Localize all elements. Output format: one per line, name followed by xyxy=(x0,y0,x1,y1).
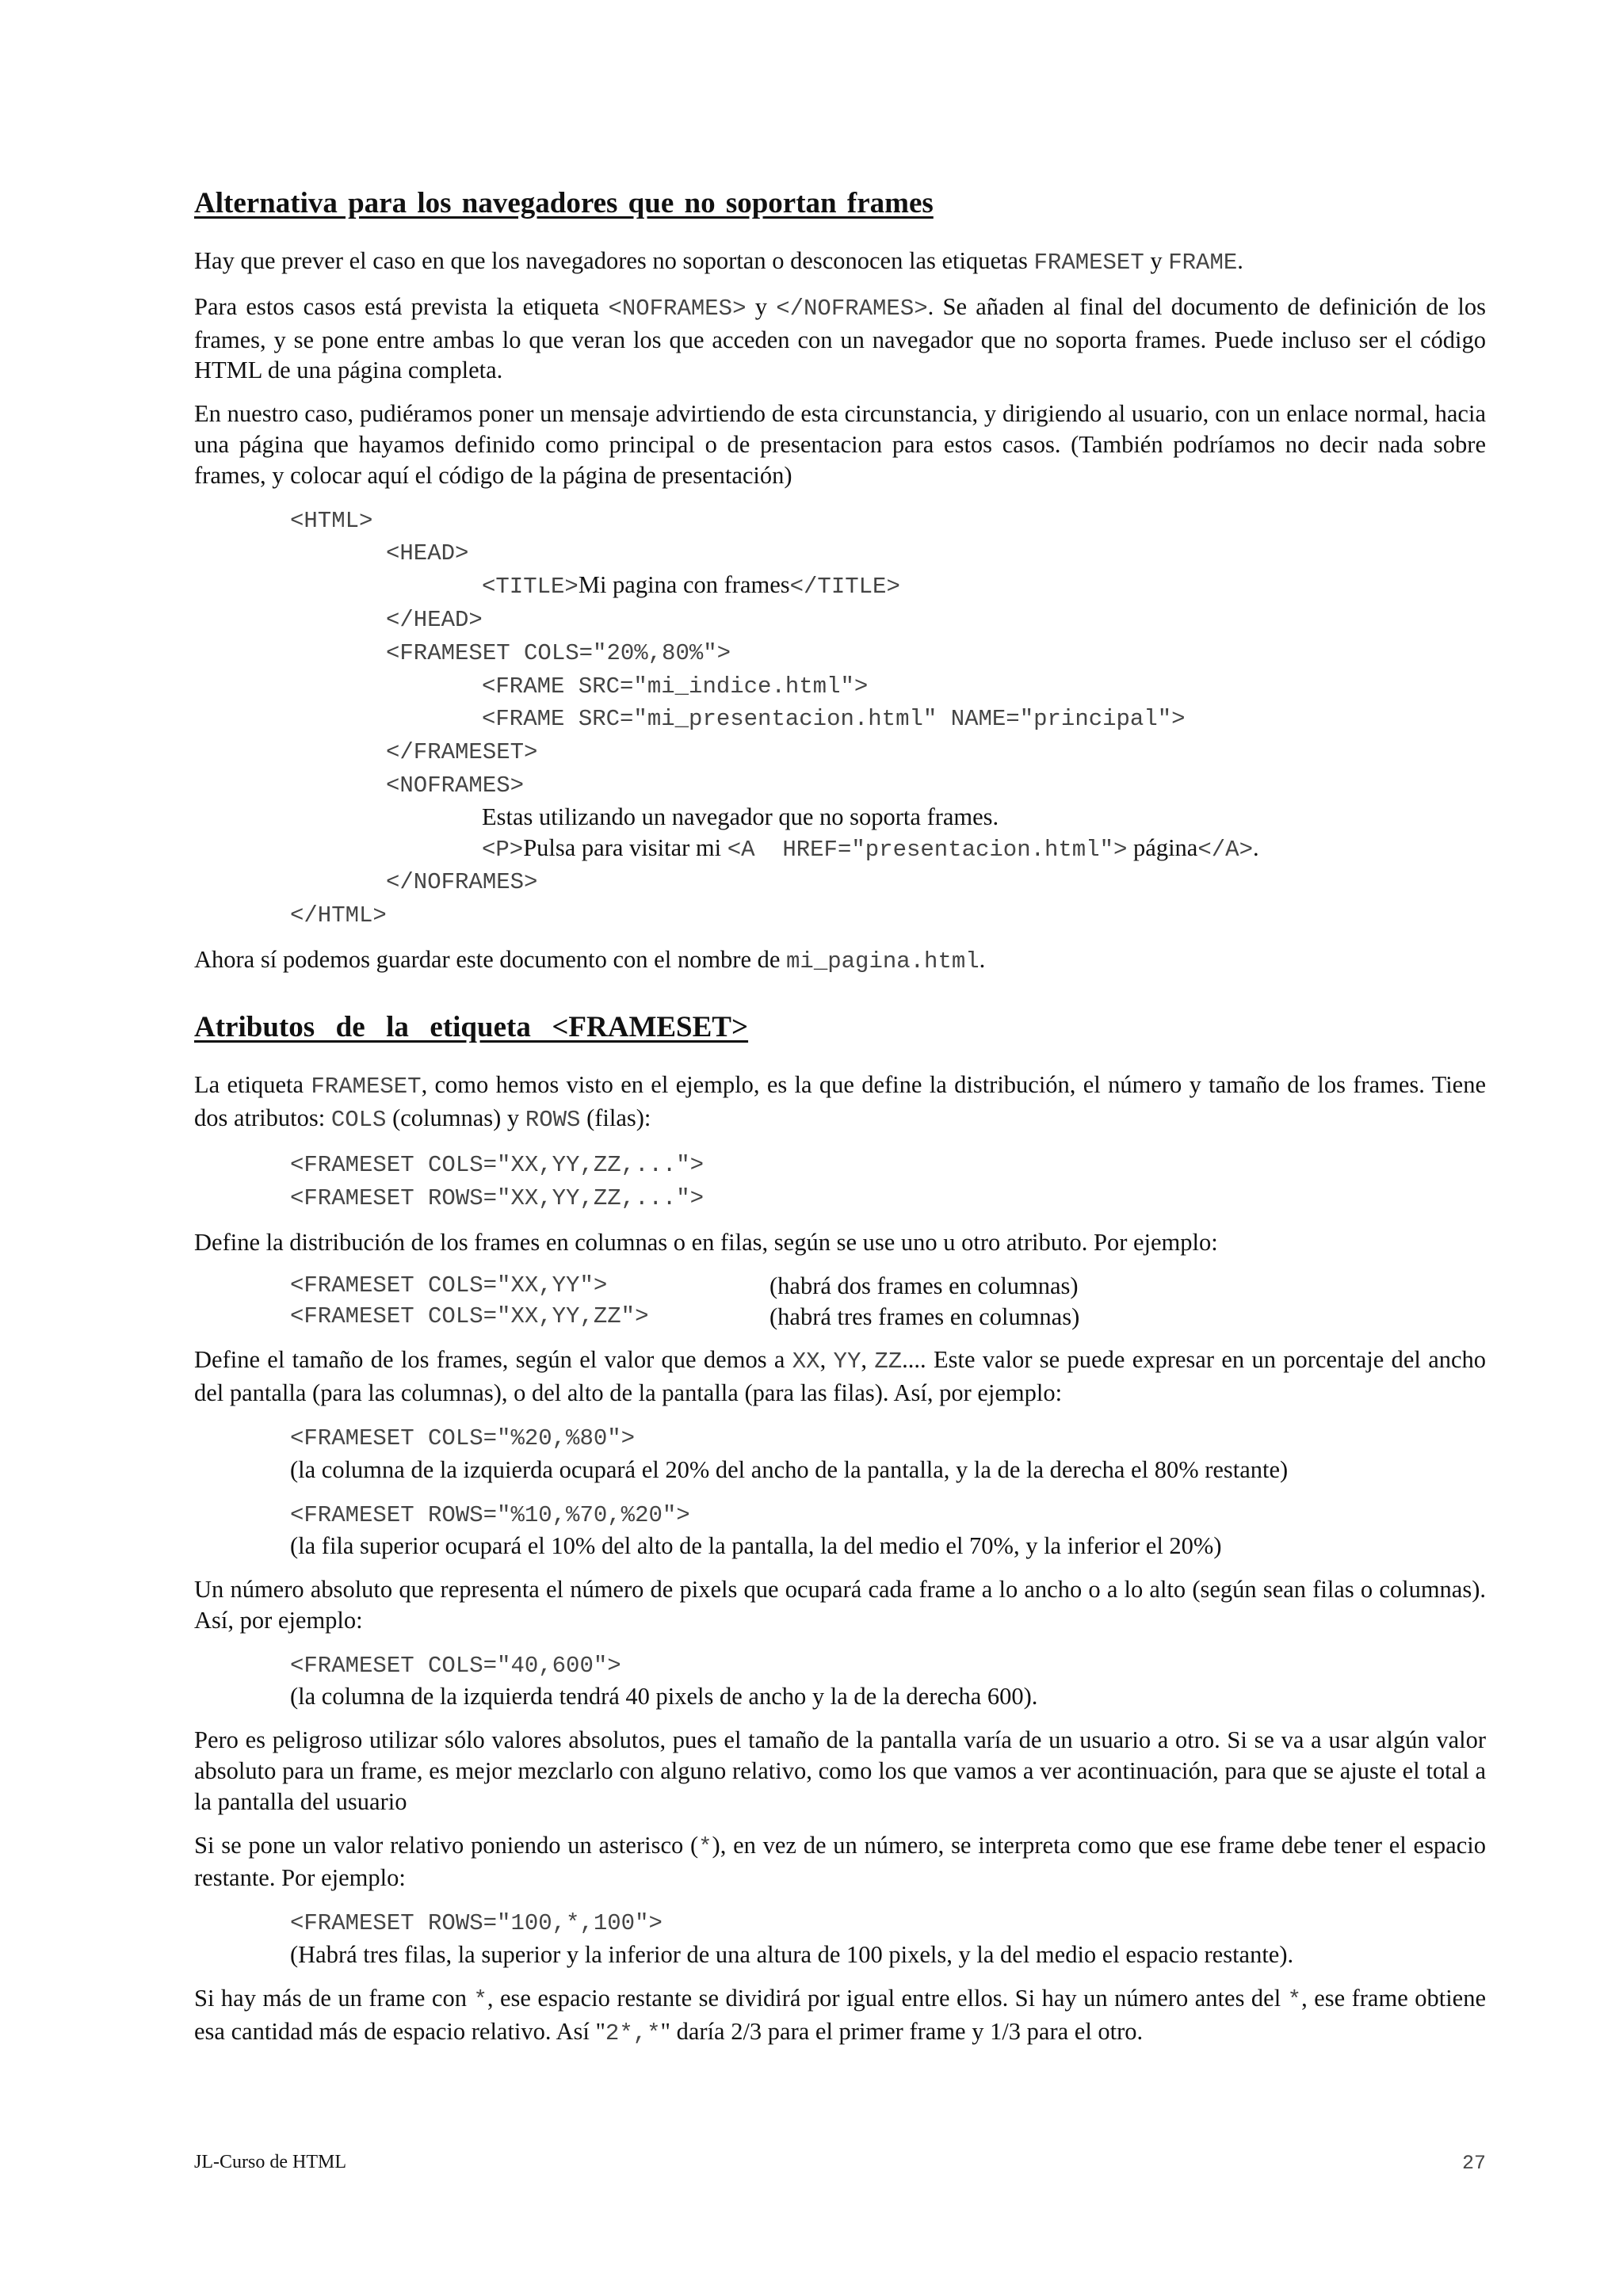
relative-example: <FRAMESET ROWS="100,*,100"> (Habrá tres filas, la superior y la inferior de una altura de 100 pixels, y la del medio el espacio restante). xyxy=(290,1910,1294,1969)
footer-title: JL-Curso de HTML xyxy=(194,2152,346,2172)
page-content xyxy=(194,184,1486,2061)
paragraph: Define el tamaño de los frames, según el valor que demos a XX, YY, ZZ.... Este valor se puede expresar en un porcentaje del ancho del pantalla (para las columnas), o del alto de la pantalla (para las filas). Así, por ejemplo: xyxy=(194,1346,1487,1407)
page-footer xyxy=(194,2152,1486,2175)
paragraph: Si hay más de un frame con *, ese espacio restante se dividirá por igual entre ellos. Si hay un número antes del *, ese frame obtiene esa cantidad más de espacio relativo. Así "2*,*" daría 2/3 para el primer frame y 1/3 para el otro. xyxy=(194,1984,1486,2046)
absolute-example: <FRAMESET COLS="40,600"> (la columna de la izquierda tendrá 40 pixels de ancho y la de la derecha 600). xyxy=(290,1652,1038,1711)
paragraph: Un número absoluto que representa el número de pixels que ocupará cada frame a lo ancho o a lo alto (según sean filas o columnas). Así, por ejemplo: xyxy=(194,1576,1486,1634)
paragraph: En nuestro caso, pudiéramos poner un mensaje advirtiendo de esta circunstancia, y dirigiendo al usuario, con un enlace normal, hacia una página que hayamos definido como principal o de presentacion para estos casos. (También podríamos no decir nada sobre frames, y colocar aquí el código de la página de presentación) xyxy=(194,400,1486,489)
paragraph: Pero es peligroso utilizar sólo valores absolutos, pues el tamaño de la pantalla varía de un usuario a otro. Si se va a usar algún valor absoluto para un frame, es mejor mezclarlo con alguno relativo, como los que vamos a ver acontinuación, para que se ajuste el total a la pantalla del usuario xyxy=(194,1726,1486,1815)
paragraph: Si se pone un valor relativo poniendo un asterisco (*), en vez de un número, se interpreta como que ese frame debe tener el espacio restante. Por ejemplo: xyxy=(194,1831,1486,1892)
paragraph: La etiqueta FRAMESET, como hemos visto en el ejemplo, es la que define la distribución, el número y tamaño de los frames. Tiene dos atributos: COLS (columnas) y ROWS (filas): xyxy=(194,1070,1486,1133)
paragraph: Ahora sí podemos guardar este documento con el nombre de mi_pagina.html. xyxy=(194,945,986,974)
percent-rows-example: <FRAMESET ROWS="%10,%70,%20"> (la fila superior ocupará el 10% del alto de la pantalla, la del medio el 70%, y la inferior el 20%) xyxy=(290,1501,1222,1560)
page-number: 27 xyxy=(1461,2152,1486,2175)
section-title-frameset-attributes: Atributos de la etiqueta <FRAMESET> xyxy=(194,1010,749,1043)
percent-cols-example: <FRAMESET COLS="%20,%80"> (la columna de la izquierda ocupará el 20% del ancho de la pantalla, y la de la derecha el 80% restante) xyxy=(290,1425,1289,1483)
section-title-noframes: Alternativa para los navegadores que no soportan frames xyxy=(194,187,934,219)
syntax-example: <FRAMESET COLS="XX,YY,ZZ,..."> <FRAMESET ROWS="XX,YY,ZZ,..."> xyxy=(290,1152,705,1212)
paragraph: Define la distribución de los frames en columnas o en filas, según se use uno u otro atributo. Por ejemplo: xyxy=(194,1228,1218,1256)
paragraph: Para estos casos está prevista la etiqueta <NOFRAMES> y </NOFRAMES>. Se añaden al final del documento de definición de los frames, y se pone entre ambas lo que veran los que acceden con un navegador que no soporta frames. Puede incluso ser el código HTML de una página completa. xyxy=(194,292,1487,384)
code-example: <HTML> <HEAD> <TITLE>Mi pagina con frames</TITLE> </HEAD> <FRAMESET COLS="20%,80%"> <FRAME SRC="mi_indice.html"> <FRAME SRC="mi_presentacion.html" NAME="principal"> </FRAMESET> <NOFRAMES> Estas utilizando un navegador que no soporta frames. <P>Pulsa para visitar mi <A HREF="presentacion.html"> página</A>. </NOFRAMES> </HTML> xyxy=(290,507,1259,929)
paragraph: Hay que prever el caso en que los navegadores no soportan o desconocen las etiquetas FRAMESET y FRAME. xyxy=(194,247,1243,276)
cols-example: <FRAMESET COLS="XX,YY"> (habrá dos frames en columnas) <FRAMESET COLS="XX,YY,ZZ"> (habrá tres frames en columnas) xyxy=(290,1272,1080,1330)
